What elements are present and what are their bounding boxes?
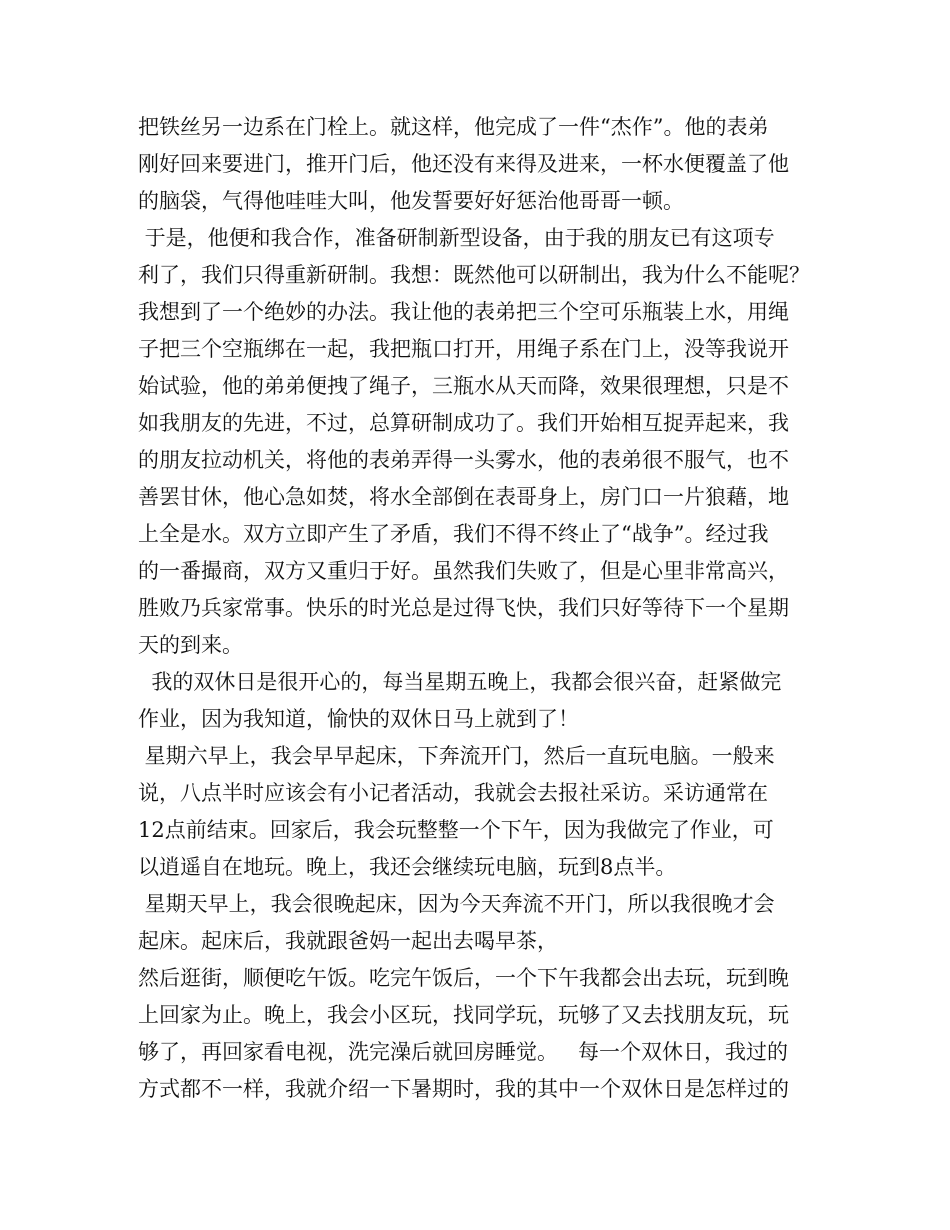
- text-line: 利了，我们只得重新研制。我想：既然他可以研制出，我为什么不能呢？: [138, 263, 810, 287]
- text-line: 我的双休日是很开心的，每当星期五晚上，我都会很兴奋，赶紧做完: [138, 670, 782, 694]
- text-line: 星期六早上，我会早早起床，下奔流开门，然后一直玩电脑。一般来: [138, 744, 775, 768]
- text-line: 以逍遥自在地玩。晚上，我还会继续玩电脑，玩到8点半。: [138, 855, 677, 879]
- text-line: 我想到了一个绝妙的办法。我让他的表弟把三个空可乐瓶装上水，用绳: [138, 300, 789, 324]
- text-line: 星期天早上，我会很晚起床，因为今天奔流不开门，所以我很晚才会: [138, 892, 775, 916]
- text-line: 够了，再回家看电视，洗完澡后就回房睡觉。 每一个双休日，我过的: [138, 1040, 789, 1064]
- text-line: 方式都不一样，我就介绍一下暑期时，我的其中一个双休日是怎样过的: [138, 1077, 789, 1101]
- text-line: 胜败乃兵家常事。快乐的时光总是过得飞快，我们只好等待下一个星期: [138, 596, 789, 620]
- text-line: 始试验，他的弟弟便拽了绳子，三瓶水从天而降，效果很理想，只是不: [138, 374, 789, 398]
- text-line: 把铁丝另一边系在门栓上。就这样，他完成了一件“杰作”。他的表弟: [138, 115, 769, 139]
- text-line: 如我朋友的先进，不过，总算研制成功了。我们开始相互捉弄起来，我: [138, 411, 789, 435]
- text-line: 于是，他便和我合作，准备研制新型设备，由于我的朋友已有这项专: [138, 226, 775, 250]
- text-line: 子把三个空瓶绑在一起，我把瓶口打开，用绳子系在门上，没等我说开: [138, 337, 789, 361]
- text-line: 的一番撮商，双方又重归于好。虽然我们失败了，但是心里非常高兴，: [138, 559, 789, 583]
- text-line: 的朋友拉动机关，将他的表弟弄得一头雾水，他的表弟很不服气，也不: [138, 448, 789, 472]
- text-line: 然后逛街，顺便吃午饭。吃完午饭后，一个下午我都会出去玩，玩到晚: [138, 966, 789, 990]
- text-line: 说，八点半时应该会有小记者活动，我就会去报社采访。采访通常在: [138, 781, 768, 805]
- body-text: [138, 109, 828, 1108]
- text-line: 刚好回来要进门，推开门后，他还没有来得及进来，一杯水便覆盖了他: [138, 152, 789, 176]
- text-line: 的脑袋，气得他哇哇大叫，他发誓要好好惩治他哥哥一顿。: [138, 189, 684, 213]
- text-line: 作业，因为我知道，愉快的双休日马上就到了！: [138, 707, 579, 731]
- text-line: 天的到来。: [138, 633, 243, 657]
- text-line: 上回家为止。晚上，我会小区玩，找同学玩，玩够了又去找朋友玩，玩: [138, 1003, 789, 1027]
- text-line: 善罢甘休，他心急如焚，将水全部倒在表哥身上，房门口一片狼藉，地: [138, 485, 789, 509]
- text-line: 12点前结束。回家后，我会玩整整一个下午，因为我做完了作业，可: [138, 818, 774, 842]
- text-line: 起床。起床后，我就跟爸妈一起出去喝早茶，: [138, 929, 558, 953]
- text-line: 上全是水。双方立即产生了矛盾，我们不得不终止了“战争”。经过我: [138, 522, 769, 546]
